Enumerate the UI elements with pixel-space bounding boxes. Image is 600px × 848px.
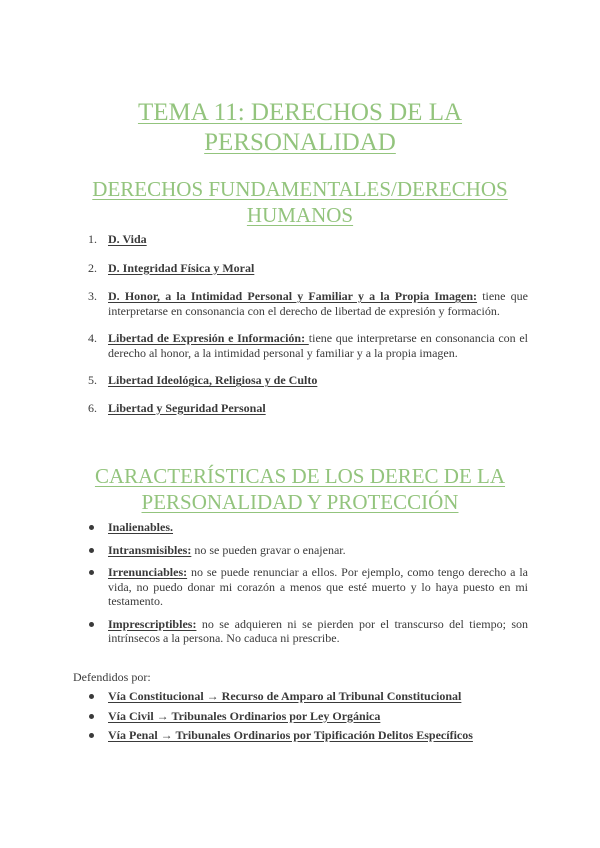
- item-label: Libertad de Expresión e Información:: [108, 331, 309, 345]
- item-text: tiene que interpretarse en consonancia con el derecho al honor, a la intimidad personal y familiar y a la propia imagen.: [108, 331, 529, 360]
- item-number: 1.: [88, 232, 97, 246]
- list-item: [108, 728, 528, 743]
- list-item: [108, 689, 528, 704]
- item-number: 4.: [88, 331, 97, 345]
- list-item: [88, 373, 528, 388]
- item-text: no se puede renunciar a ellos. Por ejemplo, como tengo derecho a la vida, no puedo donar mi corazón a menos que esté muerto y lo haya puesto en mi testamento.: [108, 565, 528, 608]
- bullet-icon: [89, 622, 94, 627]
- item-number: 6.: [88, 400, 97, 415]
- list-item: [108, 565, 528, 609]
- item-label: Imprescriptibles:: [108, 616, 197, 631]
- list-item: [88, 232, 528, 247]
- item-number: 5.: [88, 373, 97, 387]
- bullet-icon: [89, 714, 94, 719]
- item-label: D. Integridad Física y Moral: [108, 260, 255, 275]
- list-item: [108, 709, 528, 724]
- item-label: Irrenunciables:: [108, 565, 188, 579]
- bullet-icon: [89, 733, 94, 738]
- item-label: Vía Constitucional → Recurso de Amparo al Tribunal Constitucional: [108, 689, 462, 703]
- list-item: [88, 289, 528, 318]
- defended-label: Defendidos por:: [73, 670, 151, 684]
- item-label: Inalienables.: [108, 520, 174, 534]
- list-item: [88, 260, 528, 276]
- bullet-icon: [89, 694, 94, 699]
- item-label: Vía Civil → Tribunales Ordinarios por Ley Orgánica: [108, 708, 381, 723]
- derechos-list: [88, 232, 529, 415]
- list-item: [88, 331, 529, 360]
- list-item: [88, 400, 528, 416]
- bullet-icon: [89, 525, 94, 530]
- list-item: [108, 617, 528, 646]
- item-number: 2.: [88, 260, 97, 275]
- list-item: [108, 543, 528, 558]
- item-label: Vía Penal → Tribunales Ordinarios por Tipificación Delitos Específicos: [108, 728, 473, 742]
- bullet-icon: [89, 570, 94, 575]
- item-label: Intransmisibles:: [108, 542, 192, 557]
- section-heading-derechos-fundamentales: DERECHOS FUNDAMENTALES/DERECHOS HUMANOS: [92, 177, 508, 227]
- item-text: tiene que interpretarse en consonancia con el derecho de libertad de expresión y formación.: [108, 289, 528, 318]
- defended-list: [108, 689, 528, 743]
- item-number: 3.: [88, 289, 97, 303]
- list-item: [108, 520, 528, 535]
- item-label: D. Honor, a la Intimidad Personal y Familiar y a la Propia Imagen:: [108, 289, 478, 303]
- item-label: Libertad Ideológica, Religiosa y de Culto: [108, 373, 318, 387]
- item-label: Libertad y Seguridad Personal: [108, 400, 266, 415]
- item-label: D. Vida: [108, 232, 147, 246]
- section-heading-caracteristicas: CARACTERÍSTICAS DE LOS DEREC DE LA PERSONALIDAD Y PROTECCIÓN: [94, 464, 506, 514]
- bullet-icon: [89, 548, 94, 553]
- document-title: TEMA 11: DERECHOS DE LA PERSONALIDAD: [137, 99, 463, 156]
- caracteristicas-list: [108, 520, 528, 646]
- item-text: no se pueden gravar o enajenar.: [191, 542, 346, 557]
- item-text: no se adquieren ni se pierden por el transcurso del tiempo; son intrínsecos a la persona. No caduca ni prescribe.: [108, 616, 528, 645]
